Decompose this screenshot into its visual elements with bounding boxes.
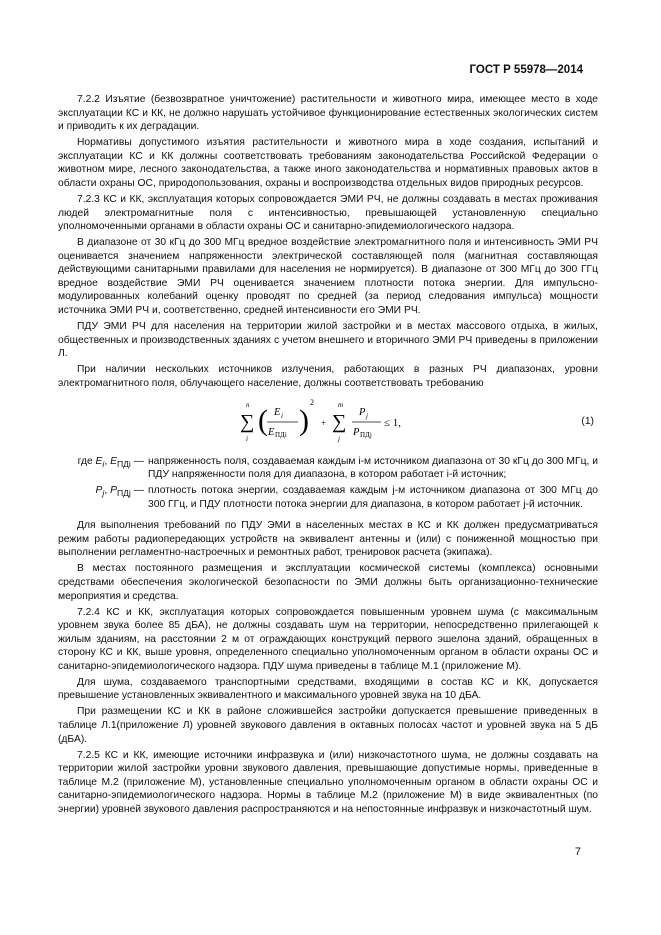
sum1-lower: i	[246, 434, 248, 443]
power: 2	[310, 397, 314, 407]
left-paren: (	[258, 403, 268, 437]
page-number: 7	[574, 846, 581, 858]
fraction1-numerator: E	[274, 406, 281, 418]
paragraph: При размещении КС и КК в районе сложившейся застройки допускается превышение приведенных в таблице Л.1(приложение Л) уровней звукового давления в октавных полосах частот и уровней звука на 5 дБ (дБА).	[58, 706, 598, 745]
document-body	[58, 93, 598, 819]
fraction1-denominator: E	[268, 426, 275, 438]
paragraph: Для шума, создаваемого транспортными средствами, входящими в состав КС и КК, допускается превышение установленных эквивалентного и максимального уровней звука на 10 дБА.	[58, 676, 598, 702]
definition-text: напряженность поля, создаваемая каждым i-м источником диапазона от 30 кГц до 300 МГц, и ПДУ напряженности поля для диапазона, в котором работает i-й источник;	[148, 455, 598, 481]
plus-sign: +	[321, 417, 327, 428]
equation-number: (1)	[581, 415, 594, 427]
definition-symbol: $P_j$, $P_{ПДj}$ —	[95, 485, 144, 499]
fraction2-denominator-sub: ПДj	[360, 430, 372, 439]
fraction2-numerator: P	[359, 406, 366, 418]
paragraph: При наличии нескольких источников излучения, работающих в разных РЧ диапазонах, уровни электромагнитного поля, облучающего население, должны соответствовать требованию	[58, 364, 598, 389]
definition-symbol: где $E_i$, $E_{ПДi}$ —	[77, 455, 144, 469]
sum2-lower: j	[338, 434, 340, 443]
fraction1-numerator-sub: i	[281, 411, 283, 420]
fraction2-denominator: P	[353, 426, 360, 438]
formula-rhs: ≤ 1,	[384, 416, 402, 429]
paragraph: 7.2.2 Изъятие (безвозвратное уничтожение) растительности и животного мира, имеющее место в ходе эксплуатации КС и КК, не должно нарушать устойчивое функционирование естественных экологических систем и приводить к их деградации.	[58, 94, 598, 133]
paragraph: 7.2.3 КС и КК, эксплуатация которых сопровождается ЭМИ РЧ, не должны создавать в местах проживания людей электромагнитные поля с интенсивностью, превышающей установленную специально уполномоченными органами в области охраны ОС и санитарно-эпидемиологического надзора.	[58, 193, 598, 233]
paragraph: 7.2.4 КС и КК, эксплуатация которых сопровождается повышенным уровнем шума (с максимальным уровнем звука более 85 дБА), не должны создавать шум на территории, непосредственно прилегающей к жилым зданиям, на расстоянии 2 м от ограждающих конструкций первого эшелона зданий, обращенных в сторону КС и КК, выше уровня, определенного специально уполномоченным органом в области охраны ОС и санитарно-эпидемиологического надзора. ПДУ шума приведены в таблице М.1 (приложение М).	[58, 606, 598, 672]
formula-block	[58, 393, 598, 451]
paragraph: Для выполнения требований по ПДУ ЭМИ в населенных местах в КС и КК должен предусматриваться режим работы радиопередающих устройств на эквивалент антенны и (или) с пониженной мощностью при выполнении регламентно-настроечных и ремонтных работ, тренировок расчета (экипажа).	[58, 520, 598, 559]
definition-item	[58, 484, 598, 511]
paragraph: 7.2.5 КС и КК, имеющие источники инфразвука и (или) низкочастотного шума, не должны создавать на территории жилой застройки уровни звукового давления, превышающие допустимые нормы, приведенные в таблице М.2 (приложение М), установленные специально уполномоченным органом в области охраны ОС и санитарно-эпидемиологического надзора. Нормы в таблице М.2 (приложение М) в виде эквивалентных (по энергии) уровней звукового давления распространяются и на непостоянные инфразвук и низкочастотный шум.	[58, 749, 598, 816]
right-paren: )	[299, 403, 309, 437]
fraction1-denominator-sub: ПДi	[275, 430, 287, 439]
paragraph: ПДУ ЭМИ РЧ для населения на территории жилой застройки и в местах массового отдыха, в жилых, общественных и производственных зданиях с учетом внешнего и вторичного ЭМИ РЧ приведены в приложении Л.	[58, 321, 598, 360]
paragraph: Нормативы допустимого изъятия растительности и животного мира в ходе создания, испытаний и эксплуатации КС и КК должны соответствовать требованиям законодательства Российской Федерации о животном мире, лесного законодательства, а также иного законодательства и нормативных правовых актов в области охраны ОС, природопользования, охраны и воспроизводства отдельных видов природных ресурсов.	[58, 137, 598, 189]
formula-equation	[238, 395, 438, 451]
sum2-sign: ∑	[332, 410, 347, 433]
paragraph: В диапазоне от 30 кГц до 300 МГц вредное воздействие электромагнитного поля и интенсивность ЭМИ РЧ оценивается значением напряженности электрической составляющей поля (магнитная составляющая действующими санитарными правилами для населения не нормируется). В диапазоне от 300 МГц до 300 ГГц вредное воздействие ЭМИ РЧ оценивается значением плотности потока энергии. Для импульсно-модулированных колебаний оценку проводят по средней (за период следования импульса) мощности источника ЭМИ РЧ и, соответственно, средней интенсивности его ЭМИ РЧ.	[58, 237, 598, 317]
definitions-list	[58, 455, 598, 511]
sum1-upper: n	[246, 400, 250, 409]
paragraph: В местах постоянного размещения и эксплуатации космической системы (комплекса) основными средствами обеспечения экологической безопасности по ЭМИ должны быть организационно-технические мероприятия и средства.	[58, 563, 598, 602]
definition-item	[58, 455, 598, 482]
sum1-sign: ∑	[240, 410, 255, 433]
definition-text: плотность потока энергии, создаваемая каждым j-м источником диапазона от 300 МГц до 300 ГГц, и ПДУ плотности потока энергии для диапазона, в котором работает j-й источник.	[148, 485, 598, 510]
fraction2-numerator-sub: j	[366, 411, 368, 420]
document-header: ГОСТ Р 55978—2014	[469, 64, 583, 76]
sum2-upper: m	[338, 400, 344, 409]
